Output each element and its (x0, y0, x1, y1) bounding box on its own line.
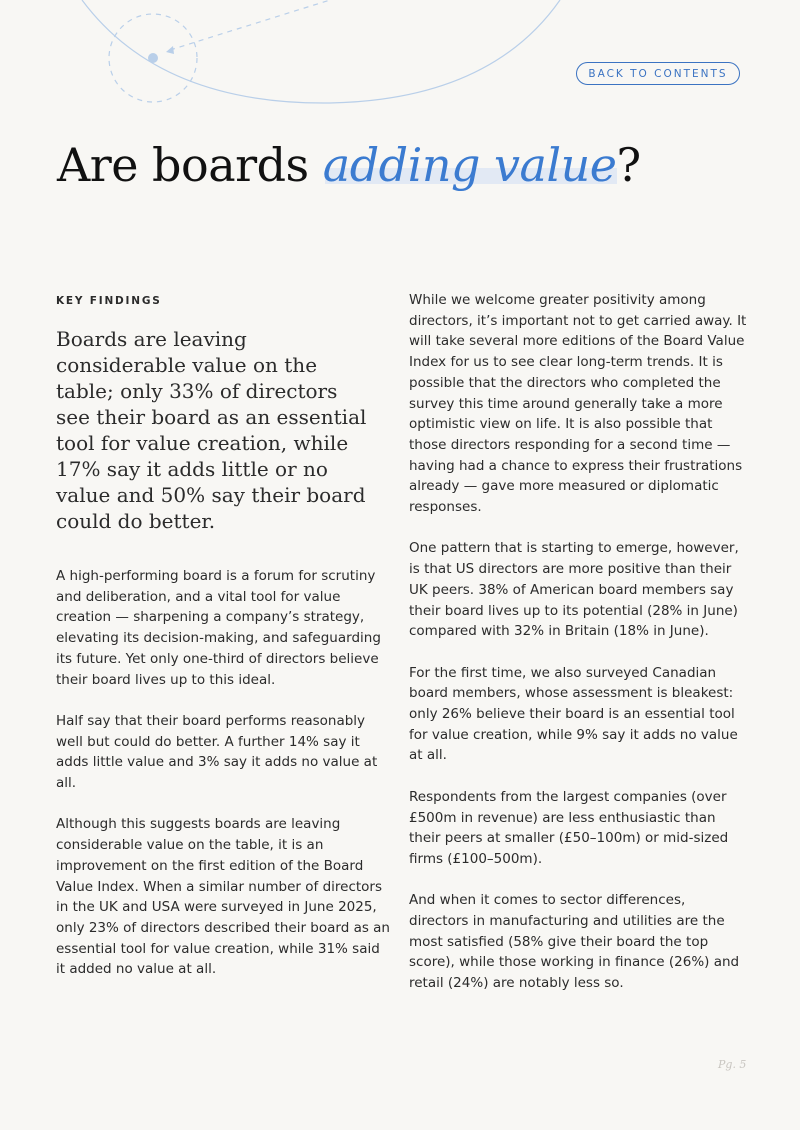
page-number: Pg. 5 (718, 1058, 747, 1071)
title-suffix: ? (616, 138, 641, 192)
right-paragraph: While we welcome greater positivity among directors, it’s important not to get carried away. It will take several more editions of the Board Value Index for us to see clear long-term trends. It is possible that the directors who completed the survey this time around generally take a more optimistic view on life. It is also possible that those directors responding for a second time — having had a chance to express their frustrations already — gave more measured or diplomatic responses. (409, 292, 747, 516)
left-paragraph: Although this suggests boards are leaving considerable value on the table, it is an improvement on the first edition of the Board Value Index. When a similar number of directors in the UK and USA were surveyed in June 2025, only 23% of directors described their board as an essential tool for value creation, while 31% said it added no value at all. (56, 816, 390, 978)
right-paragraph: Respondents from the largest companies (over £500m in revenue) are less enthusiastic than their peers at smaller (£50–100m) or mid-sized firms (£100–500m). (409, 788, 729, 867)
left-paragraph: A high-performing board is a forum for scrutiny and deliberation, and a vital tool for value creation — sharpening a company’s strategy, elevating its decision-making, and safeguarding its future. Yet only one-third of directors believe their board lives up to this ideal. (56, 568, 381, 688)
left-paragraph: Half say that their board performs reasonably well but could do better. A further 14% say it adds little value and 3% say it adds no value at all. (56, 712, 378, 792)
title-highlight: adding value (323, 130, 617, 200)
key-findings-label: KEY FINDINGS (56, 295, 162, 307)
right-paragraph: For the first time, we also surveyed Canadian board members, whose assessment is bleakest: only 26% believe their board is an essential tool for value creation, while 9% say it adds no value at all. (409, 664, 738, 764)
back-to-contents-button[interactable]: BACK TO CONTENTS (576, 62, 740, 85)
right-paragraph: One pattern that is starting to emerge, however, is that US directors are more positive than their UK peers. 38% of American board members say their board lives up to its potential (28% in June) compared with 32% in Britain (18% in June). (409, 540, 739, 640)
title-prefix: Are boards (57, 138, 323, 192)
right-column (409, 290, 749, 994)
right-paragraph: And when it comes to sector differences, directors in manufacturing and utilities are the most satisfied (58% give their board the top score), while those working in finance (26%) and retail (24%) are notably less so. (409, 892, 740, 992)
page-title (57, 130, 641, 200)
key-findings-pull-quote: Boards are leaving considerable value on the table; only 33% of directors see their board as an essential tool for value creation, while 17% say it adds little or no value and 50% say their board could do better. (56, 327, 367, 533)
left-column (56, 290, 392, 980)
